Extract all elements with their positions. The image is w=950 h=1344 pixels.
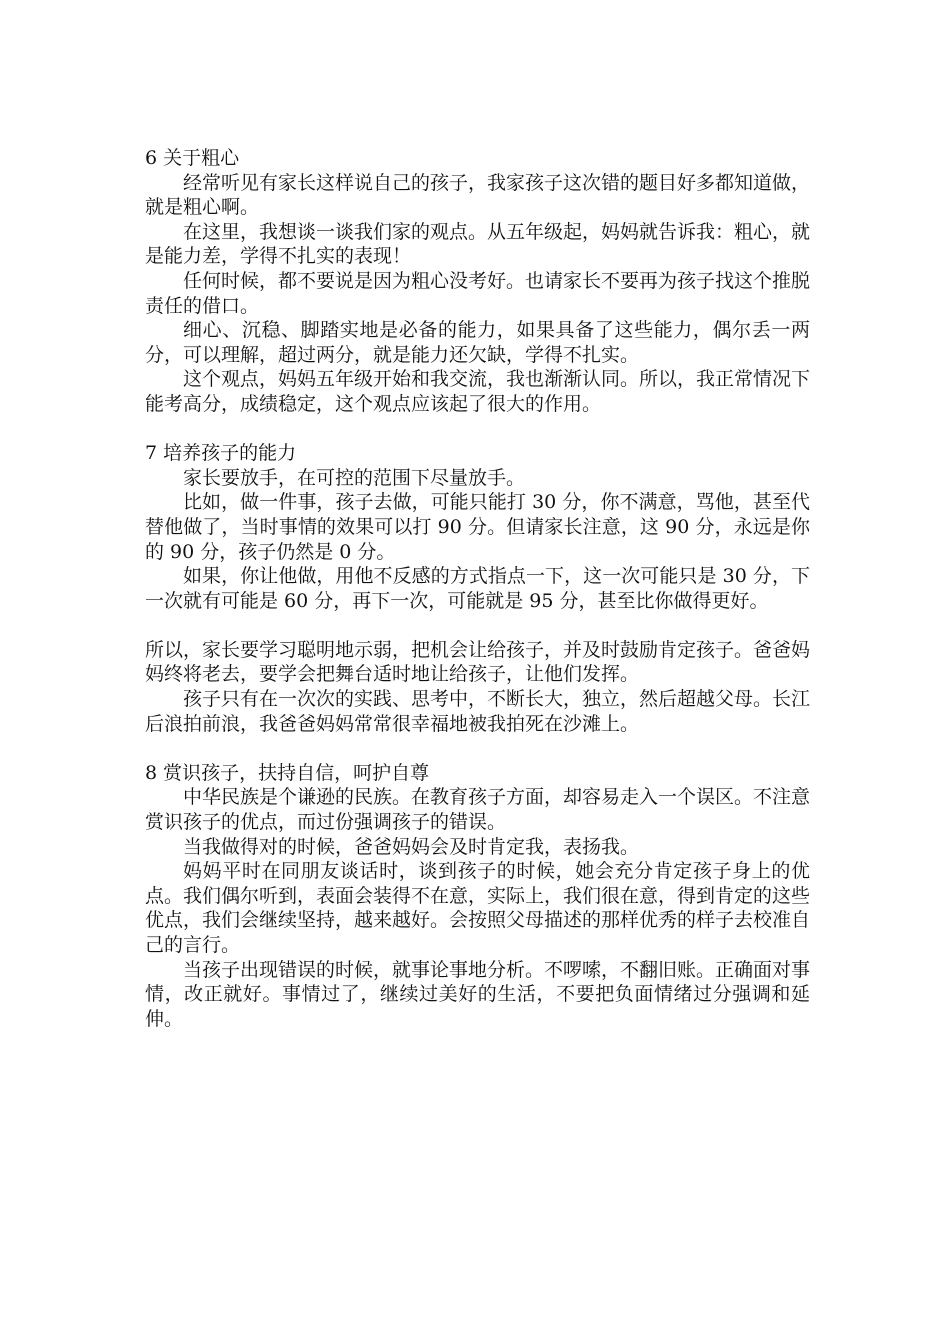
paragraph: 这个观点，妈妈五年级开始和我交流，我也渐渐认同。所以，我正常情况下能考高分，成绩稳定，这个观点应该起了很大的作用。 bbox=[145, 368, 811, 415]
paragraph: 当孩子出现错误的时候，就事论事地分析。不啰嗦，不翻旧账。正确面对事情，改正就好。事情过了，继续过美好的生活，不要把负面情绪过分强调和延伸。 bbox=[145, 958, 811, 1030]
paragraph: 任何时候，都不要说是因为粗心没考好。也请家长不要再为孩子找这个推脱责任的借口。 bbox=[145, 269, 811, 317]
paragraph: 如果，你让他做，用他不反感的方式指点一下，这一次可能只是 30 分，下一次就有可能是 60 分，再下一次，可能就是 95 分，甚至比你做得更好。 bbox=[145, 565, 810, 612]
document-page bbox=[145, 146, 810, 1056]
paragraph: 比如，做一件事，孩子去做，可能只能打 30 分，你不满意，骂他，甚至代替他做了，当时事情的效果可以打 90 分。但请家长注意，这 90 分，永远是你的 90 分，孩子仍然是 0 分。 bbox=[145, 491, 810, 563]
paragraph: 所以，家长要学习聪明地示弱，把机会让给孩子，并及时鼓励肯定孩子。爸爸妈妈终将老去，要学会把舞台适时地让给孩子，让他们发挥。 bbox=[145, 638, 811, 686]
section-develop-ability bbox=[145, 441, 810, 613]
section-heading: 8 赏识孩子，扶持自信，呵护自尊 bbox=[145, 761, 430, 784]
paragraph: 细心、沉稳、脚踏实地是必备的能力，如果具备了这些能力，偶尔丢一两分，可以理解，超过两分，就是能力还欠缺，学得不扎实。 bbox=[145, 319, 810, 366]
paragraph: 家长要放手，在可控的范围下尽量放手。 bbox=[183, 466, 526, 489]
section-carelessness bbox=[145, 146, 810, 417]
paragraph: 中华民族是个谦逊的民族。在教育孩子方面，却容易走入一个误区。不注意赏识孩子的优点，而过份强调孩子的错误。 bbox=[145, 786, 811, 834]
section-heading: 6 关于粗心 bbox=[145, 147, 240, 169]
section-show-weakness bbox=[145, 638, 810, 736]
paragraph: 在这里，我想谈一谈我们家的观点。从五年级起，妈妈就告诉我：粗心，就是能力差，学得不扎实的表现！ bbox=[145, 220, 811, 268]
paragraph: 经常听见有家长这样说自己的孩子，我家孩子这次错的题目好多都知道做，就是粗心啊。 bbox=[145, 171, 811, 219]
paragraph: 妈妈平时在同朋友谈话时，谈到孩子的时候，她会充分肯定孩子身上的优点。我们偶尔听到，表面会装得不在意，实际上，我们很在意，得到肯定的这些优点，我们会继续坚持，越来越好。会按照父母描述的那样优秀的样子去校准自己的言行。 bbox=[145, 860, 811, 956]
section-heading: 7 培养孩子的能力 bbox=[145, 442, 297, 465]
paragraph: 孩子只有在一次次的实践、思考中，不断长大，独立，然后超越父母。长江后浪拍前浪，我爸爸妈妈常常很幸福地被我拍死在沙滩上。 bbox=[145, 688, 811, 735]
paragraph: 当我做得对的时候，爸爸妈妈会及时肯定我，表扬我。 bbox=[183, 835, 640, 858]
section-appreciate-child bbox=[145, 761, 810, 1032]
